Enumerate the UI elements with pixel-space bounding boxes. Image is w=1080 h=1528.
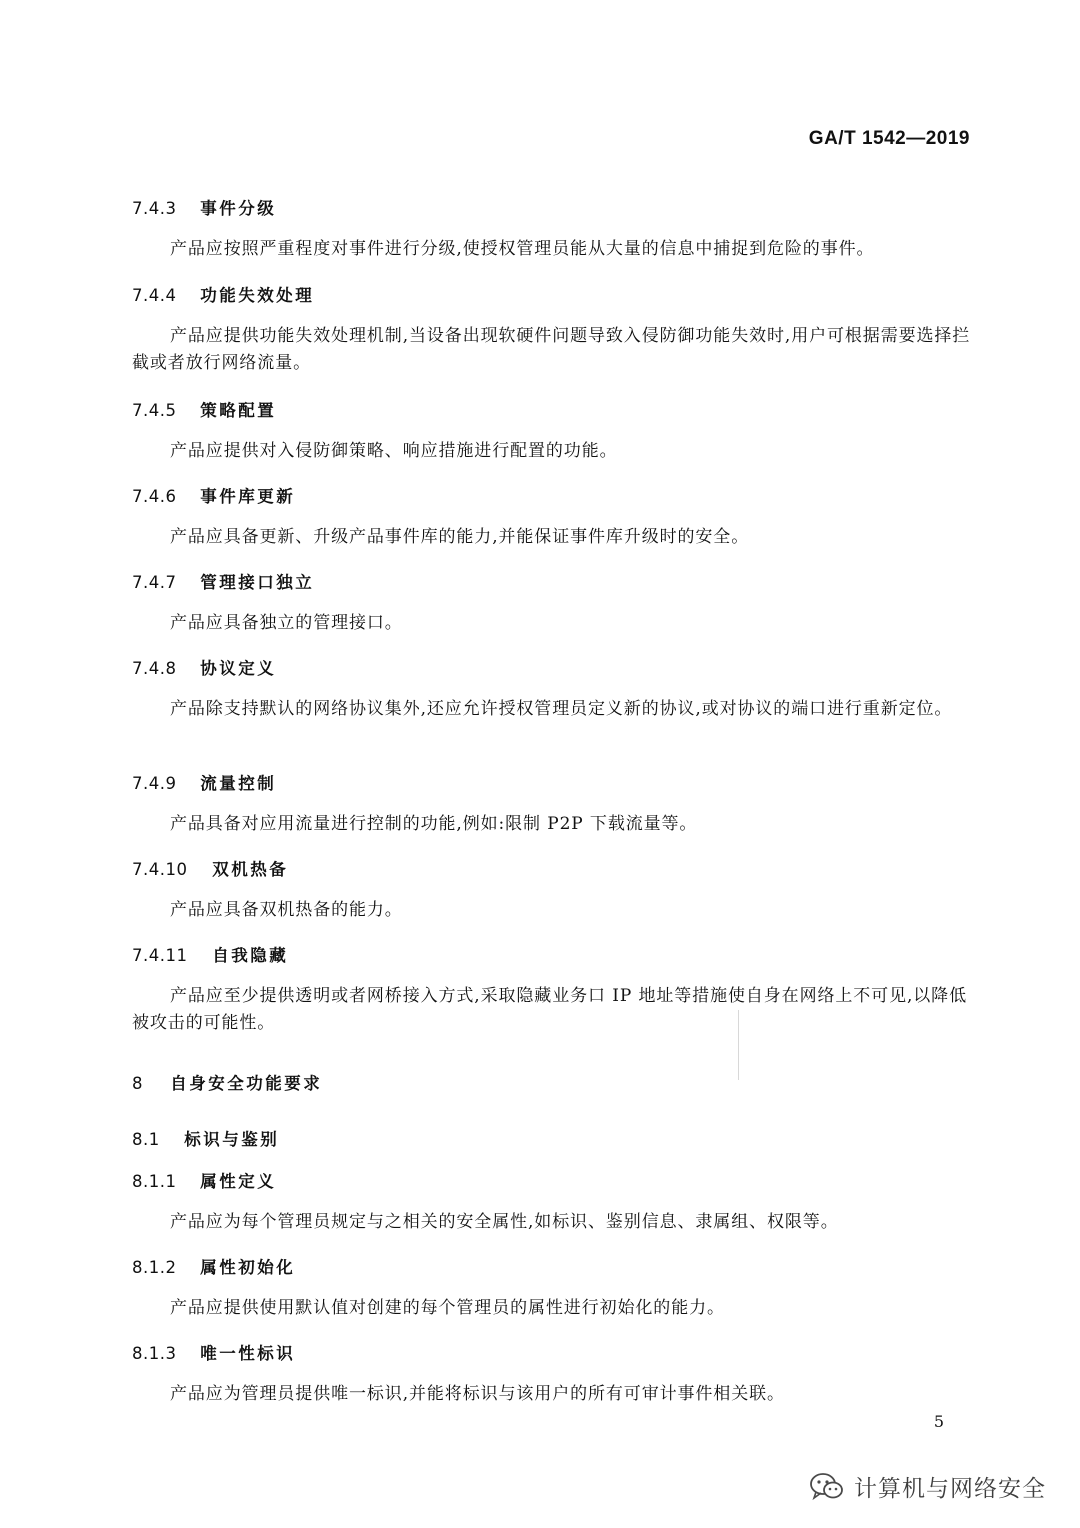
section-number: 8 <box>132 1074 143 1093</box>
section-paragraph: 产品除支持默认的网络协议集外,还应允许授权管理员定义新的协议,或对协议的端口进行重新定位。 <box>170 699 953 719</box>
wechat-icon <box>810 1472 844 1502</box>
section-paragraph: 产品应为管理员提供唯一标识,并能将标识与该用户的所有可审计事件相关联。 <box>170 1384 785 1404</box>
section-paragraph: 产品应至少提供透明或者网桥接入方式,采取隐藏业务口 IP 地址等措施使自身在网络上不可见,以降低被攻击的可能性。 <box>132 986 967 1033</box>
section-paragraph: 产品应提供使用默认值对创建的每个管理员的属性进行初始化的能力。 <box>170 1298 725 1318</box>
section-heading <box>132 282 314 306</box>
section-title: 事件库更新 <box>200 487 296 506</box>
section-heading <box>132 1168 276 1192</box>
watermark-text: 计算机与网络安全 <box>854 1476 1046 1502</box>
section-number: 7.4.7 <box>132 573 177 592</box>
section-heading <box>132 569 314 593</box>
section-number: 7.4.3 <box>132 199 177 218</box>
section-paragraph: 产品应为每个管理员规定与之相关的安全属性,如标识、鉴别信息、隶属组、权限等。 <box>170 1212 839 1232</box>
section-paragraph: 产品应提供对入侵防御策略、响应措施进行配置的功能。 <box>170 441 618 461</box>
section-heading <box>132 770 276 794</box>
section-number: 7.4.5 <box>132 401 177 420</box>
section-paragraph: 产品应具备双机热备的能力。 <box>170 900 403 920</box>
section-heading <box>132 942 288 966</box>
section-number: 8.1.2 <box>132 1258 177 1277</box>
section-number: 8.1 <box>132 1130 160 1149</box>
section-title: 双机热备 <box>212 860 289 879</box>
section-number: 7.4.10 <box>132 860 188 879</box>
section-title: 流量控制 <box>200 774 277 793</box>
section-title: 属性初始化 <box>200 1258 296 1277</box>
section-heading <box>132 1340 295 1364</box>
section-heading <box>132 655 276 679</box>
section-paragraph: 产品应具备独立的管理接口。 <box>170 613 403 633</box>
section-heading <box>132 397 276 421</box>
section-number: 8.1.1 <box>132 1172 177 1191</box>
section-number: 7.4.4 <box>132 286 177 305</box>
section-title: 策略配置 <box>200 401 277 420</box>
scan-artifact <box>738 1010 739 1080</box>
section-paragraph: 产品应具备更新、升级产品事件库的能力,并能保证事件库升级时的安全。 <box>170 527 750 547</box>
section-number: 7.4.8 <box>132 659 177 678</box>
page-number: 5 <box>933 1412 944 1431</box>
watermark <box>810 1470 1046 1503</box>
section-paragraph: 产品具备对应用流量进行控制的功能,例如:限制 P2P 下载流量等。 <box>170 814 698 834</box>
section-number: 7.4.11 <box>132 946 188 965</box>
section-title: 管理接口独立 <box>200 573 315 592</box>
section-title: 协议定义 <box>200 659 277 678</box>
section-number: 7.4.6 <box>132 487 177 506</box>
section-heading <box>132 856 288 880</box>
standard-code: GA/T 1542—2019 <box>808 128 970 149</box>
section-heading <box>132 1254 295 1278</box>
section-title: 自身安全功能要求 <box>170 1074 323 1093</box>
section-number: 7.4.9 <box>132 774 177 793</box>
section-title: 功能失效处理 <box>200 286 315 305</box>
section-heading <box>132 195 276 219</box>
section-title: 标识与鉴别 <box>184 1130 280 1149</box>
section-heading <box>132 1126 279 1150</box>
section-title: 属性定义 <box>200 1172 277 1191</box>
section-paragraph: 产品应按照严重程度对事件进行分级,使授权管理员能从大量的信息中捕捉到危险的事件。 <box>170 239 875 259</box>
chapter-heading <box>132 1070 322 1094</box>
section-title: 唯一性标识 <box>200 1344 296 1363</box>
section-paragraph: 产品应提供功能失效处理机制,当设备出现软硬件问题导致入侵防御功能失效时,用户可根据需要选择拦截或者放行网络流量。 <box>132 326 971 373</box>
section-number: 8.1.3 <box>132 1344 177 1363</box>
section-title: 事件分级 <box>200 199 277 218</box>
section-heading <box>132 483 295 507</box>
section-title: 自我隐藏 <box>212 946 289 965</box>
